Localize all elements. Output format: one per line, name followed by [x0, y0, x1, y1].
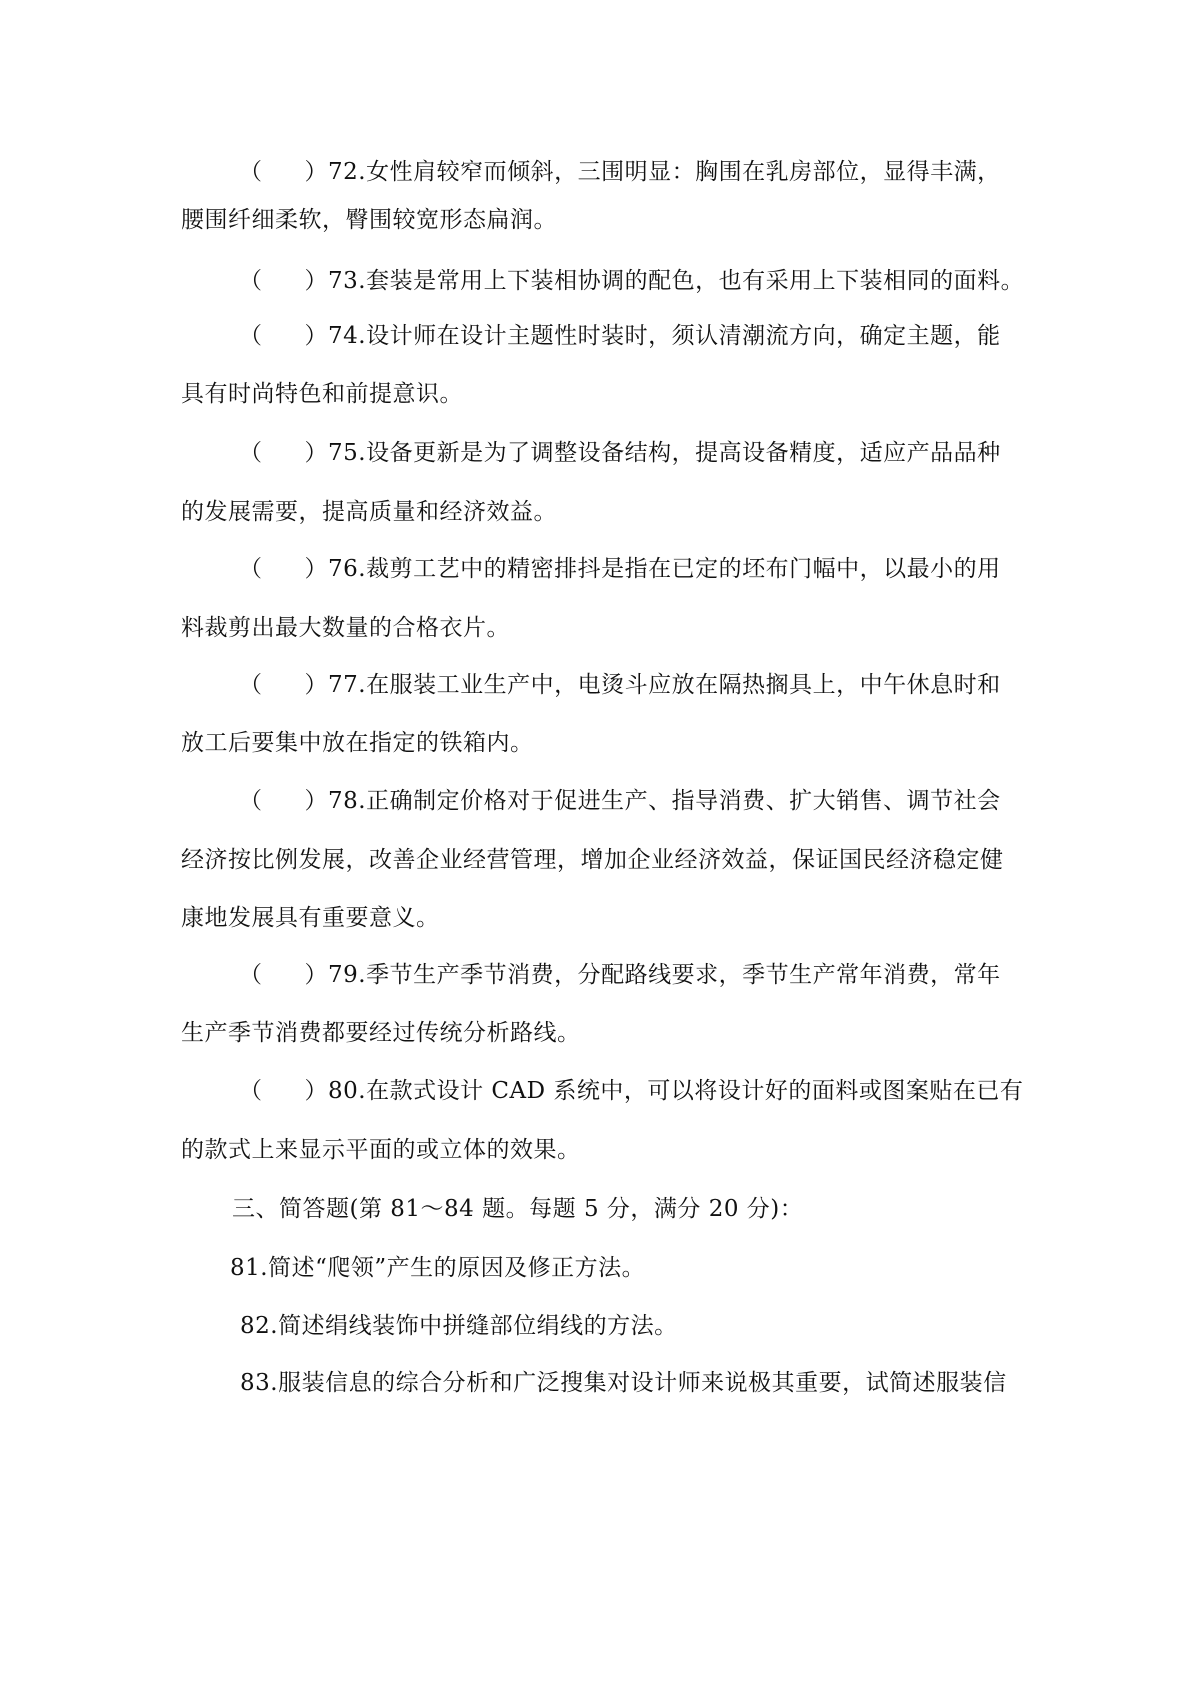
question-80-line-2: 的款式上来显示平面的或立体的效果。	[181, 1137, 581, 1163]
question-78-line-2: 经济按比例发展，改善企业经营管理，增加企业经济效益，保证国民经济稳定健	[181, 847, 1004, 873]
question-72-line-2: 腰围纤细柔软，臀围较宽形态扁润。	[181, 207, 557, 233]
question-76-line-1	[181, 553, 1001, 585]
question-text: 72.女性肩较窄而倾斜，三围明显：胸围在乳房部位，显得丰满，	[328, 159, 1001, 185]
question-text: 80.在款式设计 CAD 系统中，可以将设计好的面料或图案贴在已有	[328, 1078, 1024, 1104]
question-text: 77.在服装工业生产中，电烫斗应放在隔热搁具上，中午休息时和	[328, 672, 1001, 698]
answer-bracket-open: （	[239, 962, 263, 988]
answer-bracket-open: （	[239, 672, 263, 698]
answer-bracket-close: ）	[304, 323, 328, 349]
question-74-line-1	[181, 320, 1001, 352]
question-75-line-1	[181, 437, 1001, 469]
answer-bracket-close: ）	[304, 1078, 328, 1104]
answer-bracket-close: ）	[304, 159, 328, 185]
question-79-line-2: 生产季节消费都要经过传统分析路线。	[181, 1020, 581, 1046]
question-text: 73.套装是常用上下装相协调的配色，也有采用上下装相同的面料。	[328, 268, 1025, 294]
question-76-line-2: 料裁剪出最大数量的合格衣片。	[181, 615, 510, 641]
answer-bracket-open: （	[239, 1078, 263, 1104]
question-80-line-1	[181, 1075, 1023, 1107]
question-77-line-1	[181, 669, 1001, 701]
section-heading: 三、简答题(第 81～84 题。每题 5 分，满分 20 分)：	[232, 1196, 804, 1222]
answer-bracket-close: ）	[304, 556, 328, 582]
question-73-line-1	[181, 265, 1024, 297]
question-75-line-2: 的发展需要，提高质量和经济效益。	[181, 499, 557, 525]
answer-bracket-open: （	[239, 323, 263, 349]
answer-bracket-close: ）	[304, 268, 328, 294]
short-answer-81: 81.简述“爬领”产生的原因及修正方法。	[230, 1255, 646, 1281]
question-78-line-3: 康地发展具有重要意义。	[181, 905, 440, 931]
question-text: 76.裁剪工艺中的精密排抖是指在已定的坯布门幅中，以最小的用	[328, 556, 1001, 582]
answer-bracket-close: ）	[304, 788, 328, 814]
question-text: 75.设备更新是为了调整设备结构，提高设备精度，适应产品品种	[328, 440, 1001, 466]
answer-bracket-open: （	[239, 268, 263, 294]
question-77-line-2: 放工后要集中放在指定的铁箱内。	[181, 730, 534, 756]
question-79-line-1	[181, 959, 1001, 991]
question-text: 79.季节生产季节消费，分配路线要求，季节生产常年消费，常年	[328, 962, 1001, 988]
question-72-line-1	[181, 156, 1001, 188]
answer-bracket-open: （	[239, 788, 263, 814]
answer-bracket-open: （	[239, 440, 263, 466]
short-answer-83: 83.服装信息的综合分析和广泛搜集对设计师来说极其重要，试简述服装信	[240, 1370, 1007, 1396]
answer-bracket-open: （	[239, 556, 263, 582]
answer-bracket-close: ）	[304, 962, 328, 988]
question-78-line-1	[181, 785, 1001, 817]
question-text: 74.设计师在设计主题性时装时，须认清潮流方向，确定主题，能	[328, 323, 1001, 349]
answer-bracket-open: （	[239, 159, 263, 185]
question-text: 78.正确制定价格对于促进生产、指导消费、扩大销售、调节社会	[328, 788, 1001, 814]
answer-bracket-close: ）	[304, 440, 328, 466]
answer-bracket-close: ）	[304, 672, 328, 698]
question-74-line-2: 具有时尚特色和前提意识。	[181, 381, 463, 407]
short-answer-82: 82.简述绢线装饰中拼缝部位绢线的方法。	[240, 1313, 678, 1339]
